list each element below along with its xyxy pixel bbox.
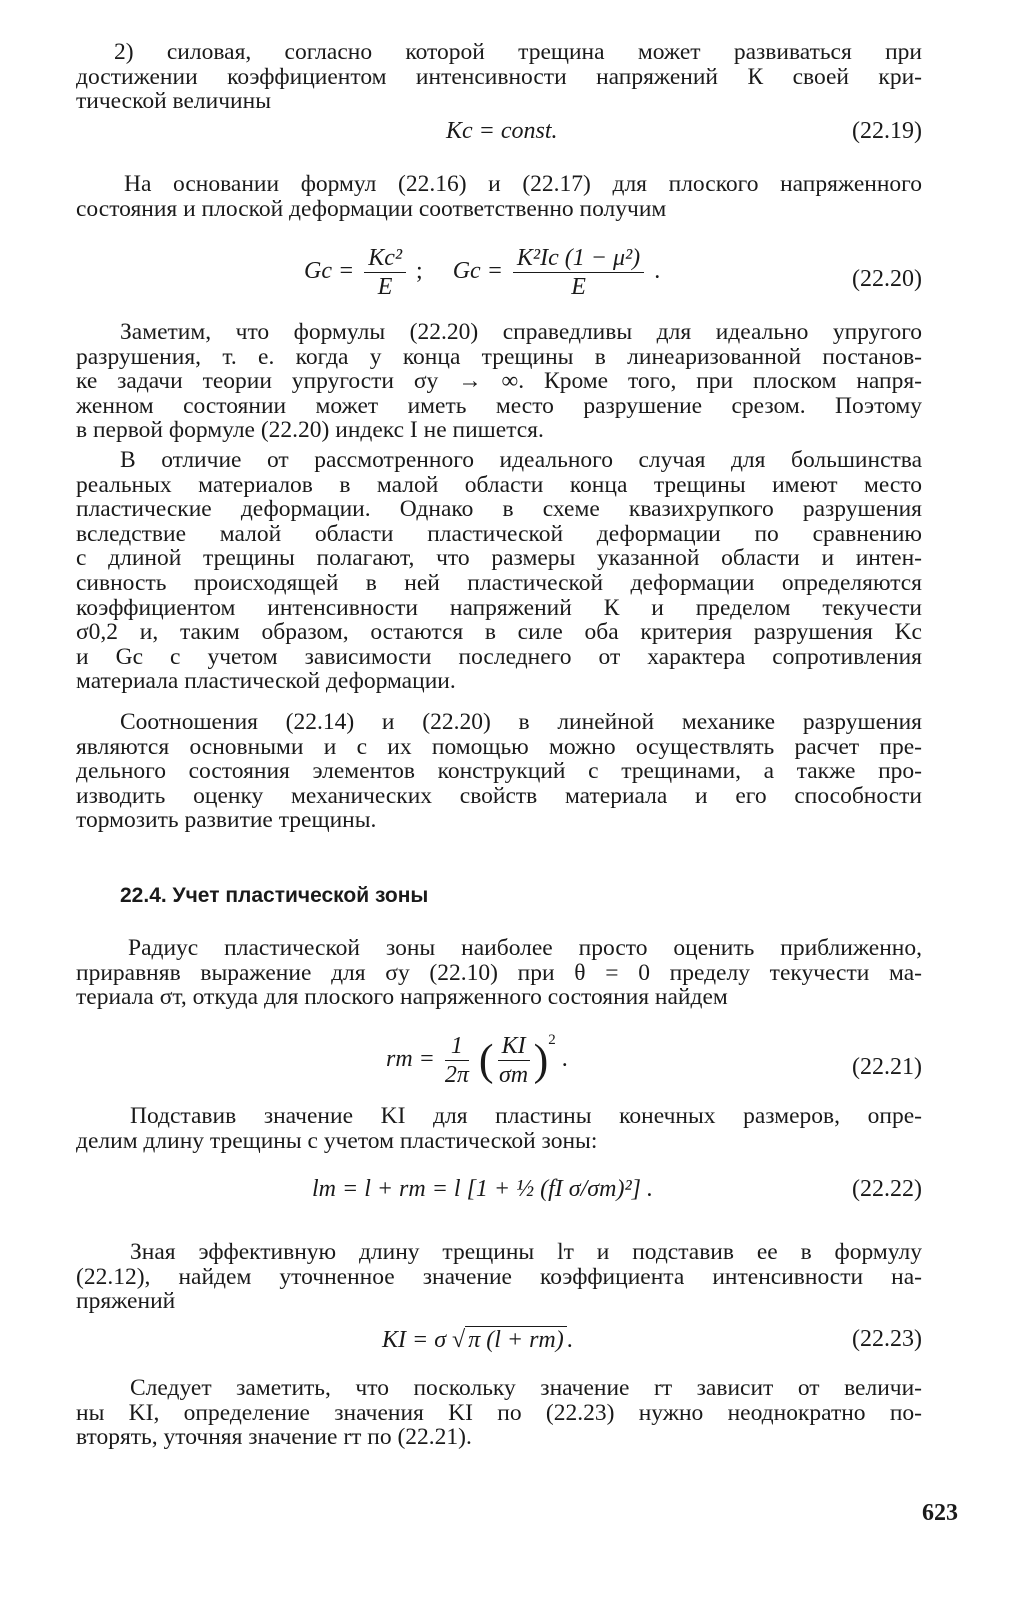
fraction-numerator: K²Ic (1 − μ²) [513,244,644,273]
text-line: Следует заметить, что поскольку значение rт зависит от величи- [130,1375,922,1401]
equation-body: lт = l + rт = l [1 + ½ (fI σ/σт)²] . [312,1176,653,1202]
equation-number: (22.20) [852,266,922,292]
section-heading: 22.4. Учет пластической зоны [120,884,429,907]
equation-end: . [654,258,661,285]
text-line: с длиной трещины полагают, что размеры указанной области и интен- [76,545,922,572]
text-line: ны KI, определение значения KI по (22.23) нужно неоднократно по- [76,1399,922,1426]
fraction-numerator: Kc² [364,244,406,273]
radical-sign: √ [452,1327,466,1353]
text-line: делим длину трещины с учетом пластической зоны: [76,1127,598,1154]
equation-end: . [566,1327,573,1353]
separator: ; [416,258,423,285]
text-line: и Gc с учетом зависимости последнего от характера сопротивления [76,643,922,670]
equation-end: . [561,1046,568,1073]
equation-number: (22.23) [852,1326,922,1352]
paragraph-substitution [76,1104,922,1153]
fraction-denominator: σт [498,1062,529,1088]
text-line: Зная эффективную длину трещины lт и подставив ее в формулу [130,1239,922,1265]
page-number: 623 [922,1500,958,1526]
text-line: Заметим, что формулы (22.20) справедливы для идеально упругого [120,319,922,345]
equation-22-23 [76,1326,922,1366]
paragraph-relations [76,710,922,833]
text-line: На основании формул (22.16) и (22.17) для плоского напряженного [124,171,922,197]
text-line: являются основными и с их помощью можно осуществлять расчет пре- [76,733,922,760]
text-line: 2) силовая, согласно которой трещина может развиваться при [114,39,922,65]
text-line: достижении коэффициентом интенсивности напряжений К своей кри- [76,63,922,90]
text-line: В отличие от рассмотренного идеального случая для большинства [120,447,922,473]
fraction [513,244,644,301]
text-line: дельного состояния элементов конструкций с трещинами, а также про- [76,758,922,785]
text-line: ке задачи теории упругости σy → ∞. Кроме того, при плоском напря- [76,368,922,395]
text-line: вторять, уточняя значение rт по (22.21). [76,1424,472,1451]
exponent: 2 [548,1032,556,1049]
equation-lhs: rт = [386,1046,435,1073]
text-line: (22.12), найдем уточненное значение коэффициента интенсивности на- [76,1263,922,1290]
text-line: изводить оценку механических свойств материала и его способности [76,782,922,809]
text-line: состояния и плоской деформации соответственно получим [76,195,667,222]
equation-22-20 [76,240,922,304]
text-line: разрушения, т. е. когда у конца трещины в линеаризованной постанов- [76,343,922,370]
equation-body: Kc = const. [446,118,558,144]
fraction-denominator: E [377,274,393,300]
text-line: σ0,2 и, таким образом, остаются в силе оба критерия разрушения Kc [76,619,922,646]
text-line: Радиус пластической зоны наиболее просто оценить приближенно, [128,935,922,961]
text-line: вследствие малой области пластической деформации по сравнению [76,520,922,547]
equation-22-19 [76,118,922,158]
equation-22-21 [76,1030,922,1096]
text-line: пряжений [76,1288,176,1315]
equation-lhs: Gc = [304,258,355,285]
radicand: π (l + rт) [465,1326,567,1354]
text-line: материала пластической деформации. [76,668,456,695]
text-line: Соотношения (22.14) и (22.20) в линейной механике разрушения [120,709,922,735]
equation-number: (22.19) [852,118,922,144]
fraction-denominator: E [571,274,586,300]
paren-close: ) [533,1035,549,1085]
text-line: тормозить развитие трещины. [76,807,377,834]
fraction-numerator: KI [498,1032,530,1061]
paren-open: ( [478,1035,494,1085]
fraction-denominator: 2π [444,1062,469,1088]
equation-number: (22.22) [852,1176,922,1202]
text-line: женном состоянии может иметь место разрушение срезом. Поэтому [76,392,922,419]
fraction [445,1032,469,1089]
paragraph-note [76,320,922,443]
paragraph-plastic-radius [76,936,922,1010]
text-line: приравняв выражение для σy (22.10) при θ = 0 пределу текучести ма- [76,959,922,986]
fraction-numerator: 1 [445,1032,469,1061]
text-line: в первой формуле (22.20) индекс I не пишется. [76,417,544,444]
paragraph-iteration-note [76,1376,922,1450]
paragraph-formulas-basis [76,172,922,221]
paragraph-effective-length [76,1240,922,1314]
text-line: тической величины [76,88,271,115]
fraction [364,244,406,301]
text-line: коэффициентом интенсивности напряжений К и пределом текучести [76,594,922,621]
text-line: пластические деформации. Однако в схеме квазихрупкого разрушения [76,496,922,523]
paragraph-plastic-deformation [76,448,922,694]
text-line: Подставив значение KI для пластины конечных размеров, опре- [130,1103,922,1129]
equation-lhs: Gc = [452,258,503,285]
fraction [498,1032,530,1089]
text-line: териала σт, откуда для плоского напряженного состояния найдем [76,984,728,1011]
equation-number: (22.21) [852,1054,922,1080]
text-line: сивность происходящей в ней пластической деформации определяются [76,569,922,596]
equation-22-22 [76,1176,922,1216]
equation-lhs: KI = σ [382,1327,447,1353]
text-line: реальных материалов в малой области конца трещины имеют место [76,471,922,498]
paragraph-force-criterion [76,40,922,114]
